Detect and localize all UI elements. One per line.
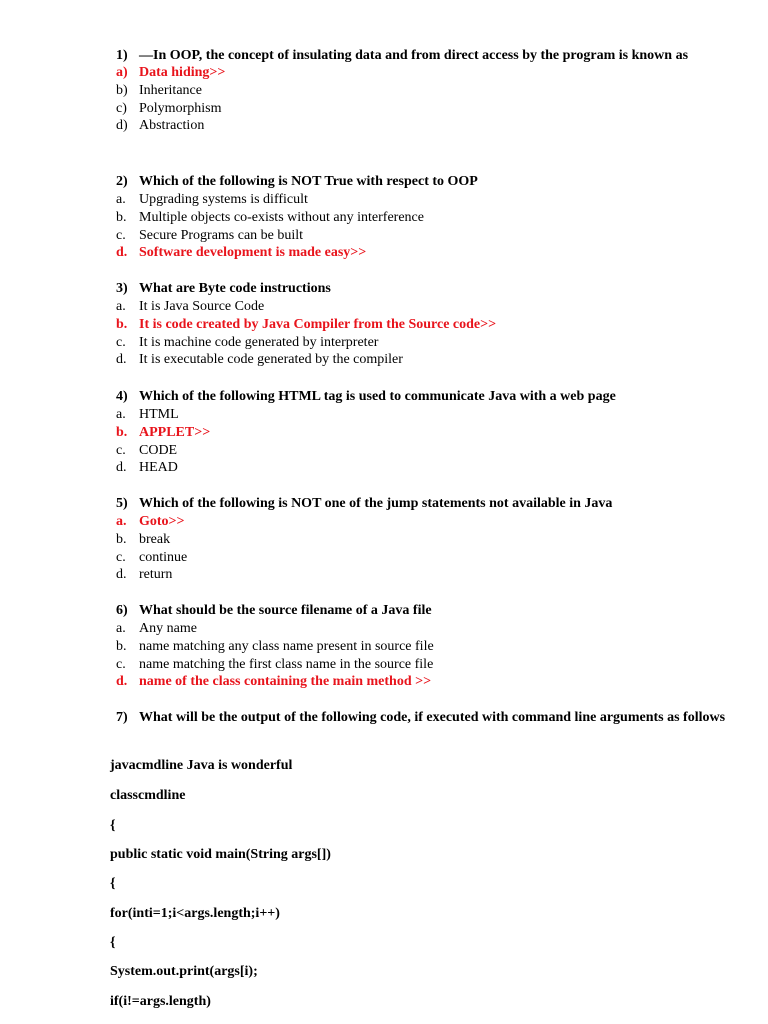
option-label: c. [116, 334, 126, 350]
option-label: c. [116, 549, 126, 565]
option-list [116, 406, 736, 477]
question-3 [116, 279, 736, 369]
question-text: Which of the following is NOT one of the jump statements not available in Java [139, 496, 613, 511]
option-a [116, 620, 736, 638]
question-text: What should be the source filename of a Java file [139, 603, 432, 618]
option-b [116, 531, 736, 549]
question-heading [116, 708, 736, 727]
option-label: a. [116, 299, 126, 314]
question-heading [116, 46, 736, 65]
option-c [116, 549, 736, 567]
option-list [116, 298, 736, 369]
option-c [116, 100, 736, 118]
option-label: d. [116, 567, 127, 583]
question-number: 1) [116, 48, 128, 63]
option-text: It is code created by Java Compiler from the Source code>> [139, 316, 497, 332]
option-label: c. [116, 227, 126, 243]
option-text: It is Java Source Code [139, 299, 265, 314]
option-d [116, 351, 736, 369]
question-2 [116, 172, 736, 262]
option-a [116, 298, 736, 316]
option-label: c. [116, 656, 126, 672]
option-label: d. [116, 674, 128, 690]
question-number: 7) [116, 710, 128, 725]
option-label: a) [116, 65, 128, 80]
question-number: 3) [116, 281, 128, 296]
question-7 [116, 708, 736, 727]
option-text: Polymorphism [139, 100, 222, 116]
question-text: Which of the following is NOT True with respect to OOP [139, 174, 478, 189]
option-b [116, 209, 736, 227]
option-b-correct [116, 424, 736, 442]
option-b [116, 638, 736, 656]
option-d [116, 117, 736, 135]
option-text: continue [139, 549, 188, 565]
option-c [116, 334, 736, 352]
question-heading [116, 279, 736, 298]
option-text: CODE [139, 442, 178, 458]
option-text: Abstraction [139, 118, 205, 134]
option-label: a. [116, 407, 126, 422]
question-5 [116, 494, 736, 584]
option-label: a. [116, 621, 126, 636]
option-label: b. [116, 316, 128, 332]
option-label: c. [116, 442, 126, 458]
option-label: b. [116, 638, 127, 654]
option-label: b) [116, 82, 128, 98]
option-c [116, 656, 736, 674]
question-number: 4) [116, 389, 128, 404]
option-c [116, 227, 736, 245]
option-b [116, 82, 736, 100]
option-text: It is executable code generated by the compiler [139, 352, 403, 368]
option-text: It is machine code generated by interpreter [139, 334, 379, 350]
option-label: a. [116, 192, 126, 207]
code-line: { [110, 935, 116, 950]
option-d [116, 459, 736, 477]
code-line: javacmdline Java is wonderful [110, 758, 293, 773]
option-label: c) [116, 100, 127, 116]
option-text: Data hiding>> [139, 65, 226, 80]
code-line: { [110, 876, 116, 891]
option-label: b. [116, 424, 128, 440]
option-label: b. [116, 531, 127, 547]
option-text: Goto>> [139, 514, 185, 529]
option-text: Upgrading systems is difficult [139, 192, 308, 207]
option-text: HEAD [139, 460, 178, 476]
question-4 [116, 387, 736, 477]
option-text: Multiple objects co-exists without any interference [139, 209, 424, 225]
question-number: 2) [116, 174, 128, 189]
option-text: Inheritance [139, 82, 202, 98]
option-text: name matching any class name present in source file [139, 638, 434, 654]
option-a [116, 191, 736, 209]
option-text: HTML [139, 407, 179, 422]
question-heading [116, 601, 736, 620]
code-line: public static void main(String args[]) [110, 847, 331, 862]
option-text: name of the class containing the main method >> [139, 674, 432, 690]
option-label: d) [116, 118, 128, 134]
code-line: classcmdline [110, 788, 186, 803]
option-list [116, 513, 736, 584]
option-list [116, 620, 736, 691]
option-d-correct [116, 673, 736, 691]
option-text: Secure Programs can be built [139, 227, 304, 243]
option-b-correct [116, 316, 736, 334]
option-text: Software development is made easy>> [139, 245, 367, 261]
code-line: System.out.print(args[i); [110, 964, 258, 979]
question-heading [116, 494, 736, 513]
option-text: return [139, 567, 173, 583]
code-line: { [110, 818, 116, 833]
question-text: Which of the following HTML tag is used to communicate Java with a web page [139, 389, 616, 404]
option-a [116, 406, 736, 424]
question-6 [116, 601, 736, 691]
question-number: 6) [116, 603, 128, 618]
question-number: 5) [116, 496, 128, 511]
question-text: —In OOP, the concept of insulating data and from direct access by the program is known as [139, 48, 689, 63]
option-label: d. [116, 245, 128, 261]
option-label: a. [116, 514, 127, 529]
option-text: name matching the first class name in the source file [139, 656, 434, 672]
option-d-correct [116, 244, 736, 262]
code-line: for(inti=1;i<args.length;i++) [110, 906, 280, 921]
option-label: b. [116, 209, 127, 225]
option-text: APPLET>> [139, 424, 211, 440]
code-line: if(i!=args.length) [110, 994, 211, 1009]
option-a-correct [116, 64, 736, 82]
question-heading [116, 387, 736, 406]
option-c [116, 442, 736, 460]
question-text: What are Byte code instructions [139, 281, 331, 296]
option-label: d. [116, 460, 127, 476]
option-a-correct [116, 513, 736, 531]
option-label: d. [116, 352, 127, 368]
question-1 [116, 46, 736, 135]
option-text: Any name [139, 621, 197, 636]
option-d [116, 566, 736, 584]
option-text: break [139, 531, 171, 547]
question-heading [116, 172, 736, 191]
question-text: What will be the output of the following code, if executed with command line arguments as follows [139, 710, 726, 725]
option-list [116, 191, 736, 262]
option-list [116, 64, 736, 135]
